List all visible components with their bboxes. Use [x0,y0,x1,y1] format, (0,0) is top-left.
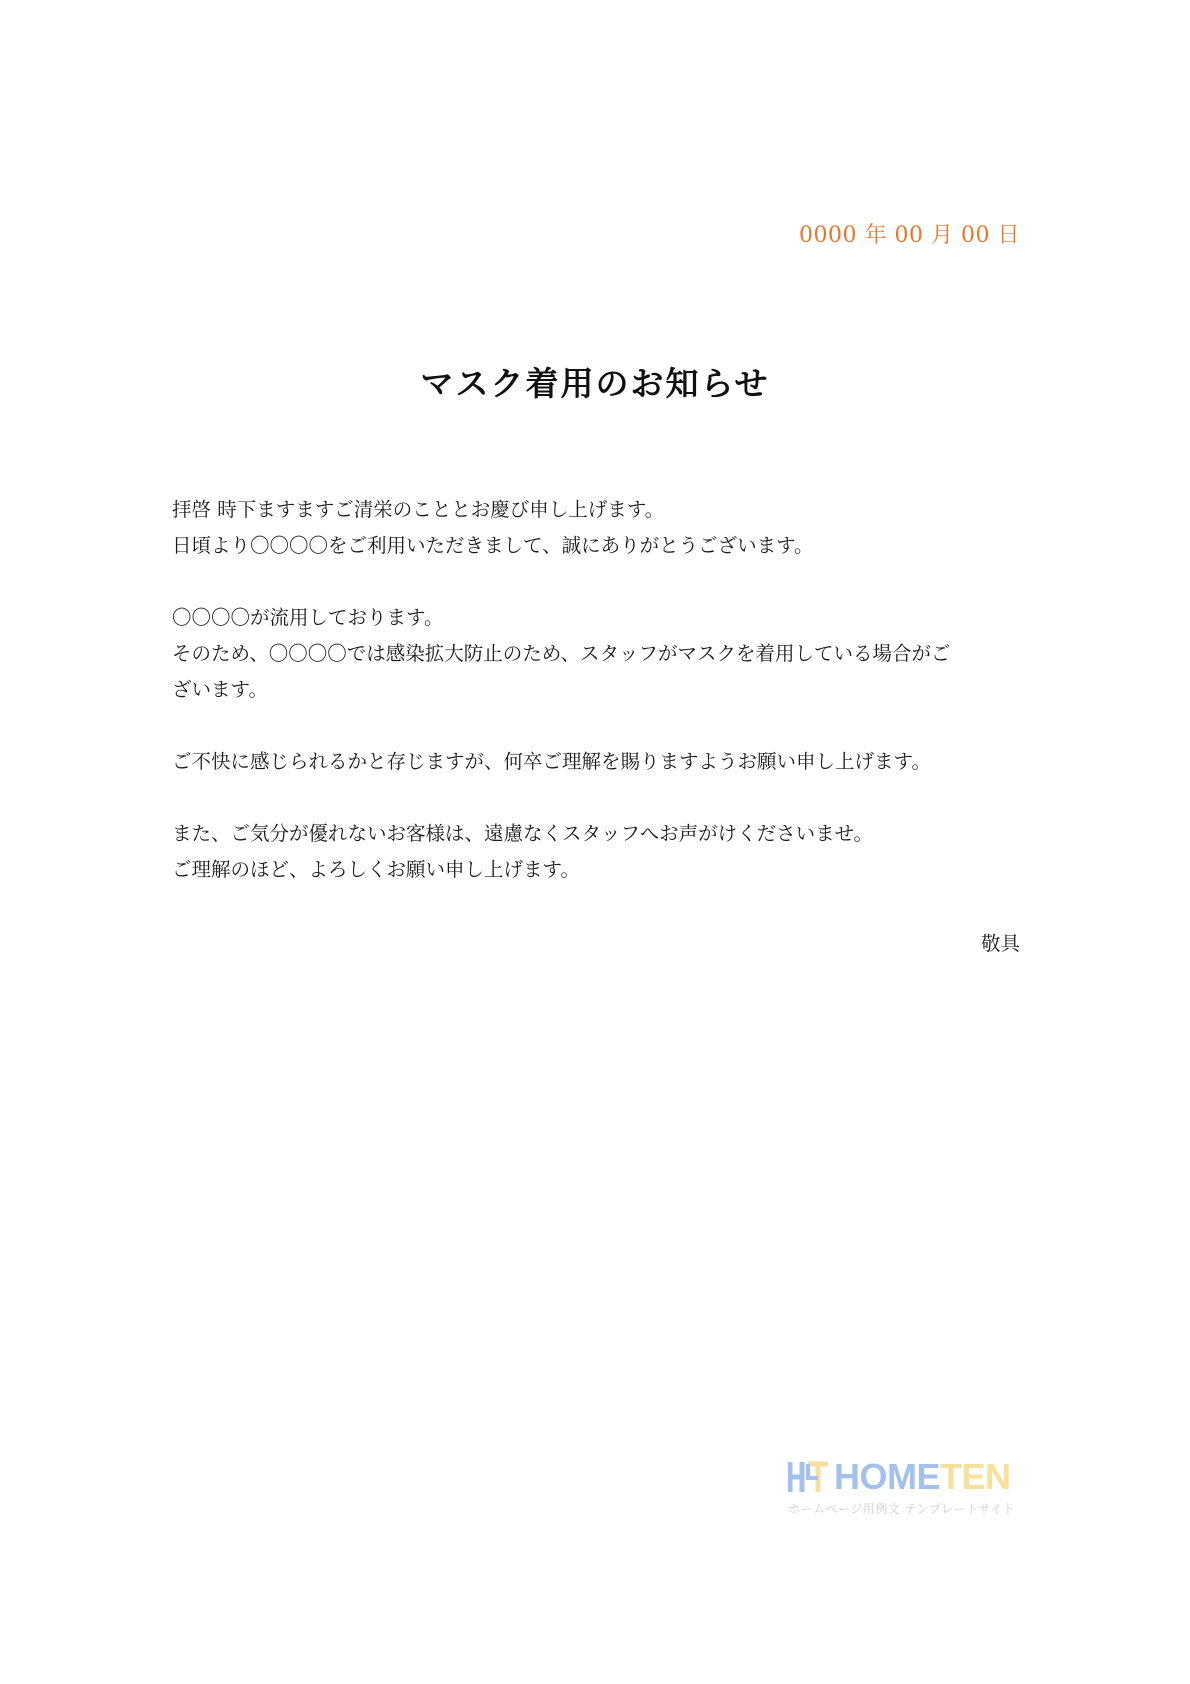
body-line: 〇〇〇〇が流用しております。 [172,606,444,629]
body-line: ご不快に感じられるかと存じますが、何卒ご理解を賜りますようお願い申し上げます。 [172,750,931,773]
document-date: 0000 年 00 月 00 日 [799,223,1020,248]
logo-home: HOME [834,1456,940,1497]
document-body [172,492,1022,888]
logo-ten: TEN [940,1456,1011,1497]
paragraph-apology [172,744,1022,780]
body-line: ご理解のほど、よろしくお願い申し上げます。 [172,858,580,881]
logo-tagline: ホームページ用例文 テンプレートサイト [788,1502,1016,1516]
paragraph-notice [172,600,1022,708]
body-line: ざいます。 [172,678,268,701]
body-line: また、ご気分が優れないお客様は、遠慮なくスタッフへお声がけくださいませ。 [172,822,874,845]
paragraph-request [172,816,1022,888]
hometen-mark-icon [788,1460,830,1494]
paragraph-greeting [172,492,1022,564]
body-line: 拝啓 時下ますますご清栄のこととお慶び申し上げます。 [172,498,665,521]
logo-wordmark [834,1456,1011,1498]
body-line: 日頃より〇〇〇〇をご利用いただきまして、誠にありがとうございます。 [172,534,814,557]
document-title: マスク着用のお知らせ [420,364,770,403]
body-line: そのため、〇〇〇〇では感染拡大防止のため、スタッフがマスクを着用している場合がご [172,642,951,665]
closing-remark: 敬具 [980,932,1020,955]
hometen-logo [788,1456,1018,1520]
